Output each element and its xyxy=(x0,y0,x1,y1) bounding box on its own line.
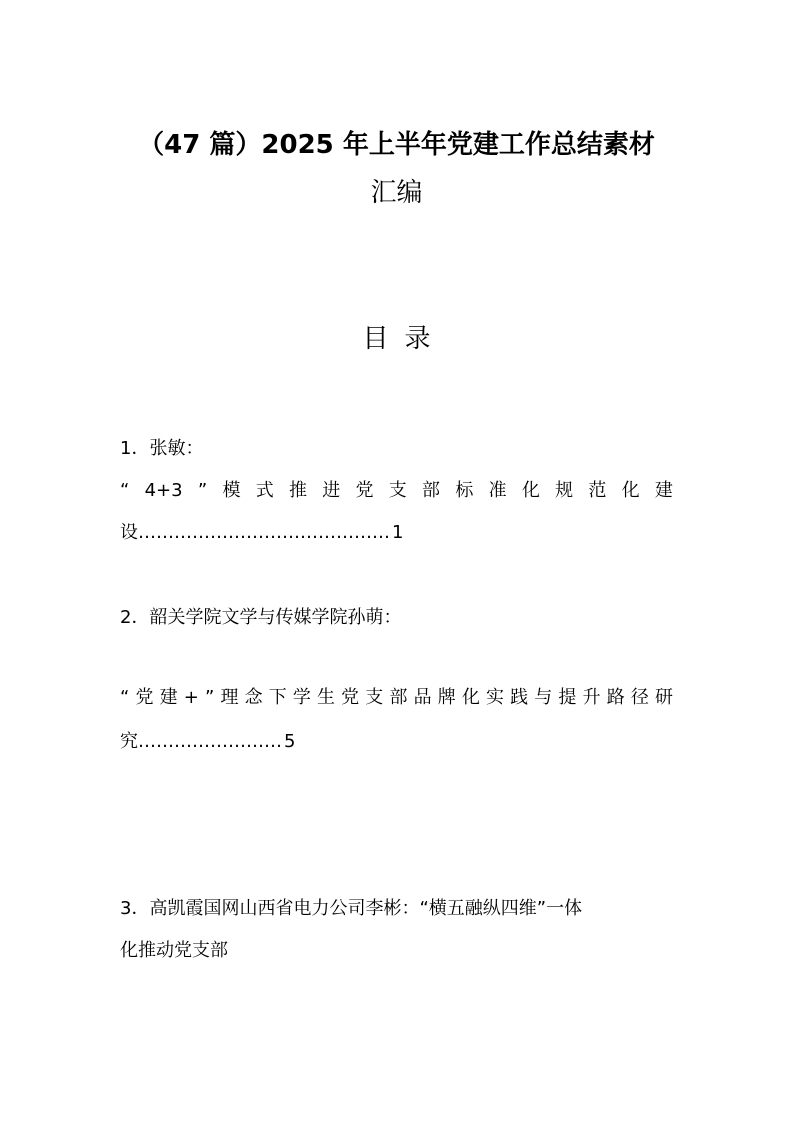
toc-title-char: 4+3 xyxy=(144,480,183,501)
toc-title-char: 党 xyxy=(341,687,360,708)
toc-title-char: 式 xyxy=(255,480,274,501)
toc-entry-1-title-line xyxy=(120,478,673,504)
toc-title-char: 与 xyxy=(534,687,553,708)
toc-title-char: 标 xyxy=(455,480,474,501)
toc-title-char: 路 xyxy=(606,687,625,708)
toc-title-char: 学 xyxy=(292,687,311,708)
document-title-line-2: 汇编 xyxy=(370,178,423,208)
toc-heading: 目录 xyxy=(362,324,447,354)
toc-title-char: 党 xyxy=(135,687,154,708)
toc-title-char: 支 xyxy=(388,480,407,501)
toc-title-char: 升 xyxy=(582,687,601,708)
toc-title-char: 准 xyxy=(488,480,507,501)
toc-title-char: ” xyxy=(197,480,208,501)
toc-title-char: 化 xyxy=(621,480,640,501)
toc-entry-title-tail: 设 xyxy=(120,522,138,543)
toc-title-char: 范 xyxy=(588,480,607,501)
toc-title-char: “ xyxy=(120,687,130,708)
toc-entry-number: 3． xyxy=(120,898,150,919)
toc-title-char: 念 xyxy=(244,687,263,708)
toc-entry-3-author-continuation: 化推动党支部 xyxy=(120,940,228,961)
toc-title-char: 生 xyxy=(317,687,336,708)
toc-title-char: 理 xyxy=(220,687,239,708)
toc-title-char: 实 xyxy=(486,687,504,708)
toc-entry-title-tail: 究 xyxy=(120,731,138,752)
toc-title-char: 提 xyxy=(558,687,577,708)
toc-title-char: 下 xyxy=(268,687,287,708)
toc-entry-leader: …………………… xyxy=(138,731,282,752)
toc-title-char: 规 xyxy=(555,480,574,501)
toc-title-char: 径 xyxy=(630,687,649,708)
toc-entry-1-title-continuation[interactable] xyxy=(120,520,673,546)
toc-title-char: 进 xyxy=(322,480,341,501)
toc-title-char: 推 xyxy=(288,480,307,501)
toc-title-char: 部 xyxy=(389,687,408,708)
toc-title-char: 化 xyxy=(521,480,540,501)
toc-title-char: 部 xyxy=(422,480,441,501)
toc-entry-3-author-line xyxy=(120,896,673,922)
toc-title-char: 模 xyxy=(222,480,241,501)
toc-title-char: ” xyxy=(204,687,215,708)
toc-entry-number: 1． xyxy=(120,438,150,459)
toc-title-char: 践 xyxy=(510,687,529,708)
toc-entry-2-title-line xyxy=(120,685,673,711)
toc-title-char: 建 xyxy=(654,480,673,501)
toc-title-char: 支 xyxy=(365,687,384,708)
toc-entry-page-number: 1 xyxy=(392,522,404,543)
toc-entry-2-title-continuation[interactable] xyxy=(120,729,673,755)
toc-entry-1-author-line xyxy=(120,436,673,462)
toc-entry-author: 张敏： xyxy=(149,438,204,459)
toc-entry-author: 韶关学院文学与传媒学院孙萌： xyxy=(149,607,402,628)
toc-entry-number: 2． xyxy=(120,607,150,628)
toc-title-char: 研 xyxy=(654,687,673,708)
document-title-line-1: （47 篇）2025 年上半年党建工作总结素材 xyxy=(138,130,655,160)
toc-title-char: 品 xyxy=(413,687,432,708)
toc-title-char: 化 xyxy=(461,687,480,708)
toc-title-char: + xyxy=(183,687,199,708)
toc-entry-leader: …………………………………… xyxy=(138,522,390,543)
toc-entry-page-number: 5 xyxy=(284,731,296,752)
toc-title-char: “ xyxy=(120,480,130,501)
toc-title-char: 牌 xyxy=(437,687,456,708)
toc-entry-author: 高凯霞国网山西省电力公司李彬：“横五融纵四维”一体 xyxy=(149,898,583,919)
toc-title-char: 党 xyxy=(355,480,374,501)
toc-entry-2-author-line xyxy=(120,605,673,631)
toc-title-char: 建 xyxy=(159,687,178,708)
